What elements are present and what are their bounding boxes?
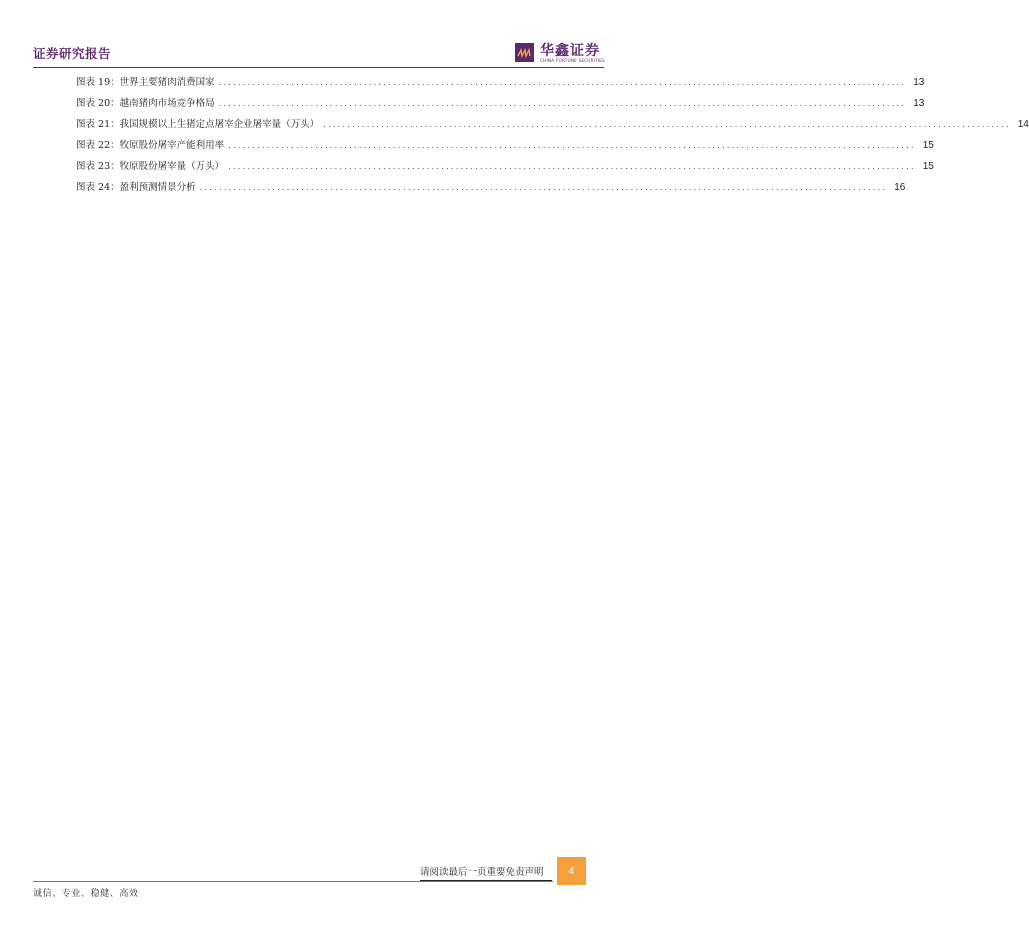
toc-leader-dots: .............................................................................................................................................. [228,141,916,150]
toc-item[interactable] [76,137,934,158]
toc-item-page: 15 [922,161,934,172]
disclaimer-notice[interactable]: 请阅读最后一页重要免责声明 [420,867,544,878]
company-logo [515,40,615,66]
header-divider [33,67,604,68]
toc-item[interactable] [76,179,906,200]
toc-item-page: 14 [1017,119,1029,130]
report-type-title: 证券研究报告 [33,46,112,61]
toc-leader-dots: .............................................................................................................................................. [199,183,888,192]
company-motto: 诚信、专业、稳健、高效 [33,889,139,899]
toc-item-page: 13 [913,98,925,109]
toc-item-label: 图表 24：盈利预测情景分析 [76,182,196,193]
toc-leader-dots: .............................................................................................................................................. [218,78,907,87]
toc-item-label: 图表 21：我国规模以上生猪定点屠宰企业屠宰量（万头） [76,119,320,130]
toc-leader-dots: .............................................................................................................................................. [228,162,916,171]
toc-item[interactable] [76,95,925,116]
toc-item-label: 图表 22：牧原股份屠宰产能利用率 [76,140,225,151]
page-number: 4 [557,857,586,885]
toc-leader-dots: .............................................................................................................................................. [218,99,907,108]
toc-item[interactable] [76,158,934,179]
figure-list [76,74,1029,200]
toc-item-page: 13 [913,77,925,88]
toc-leader-dots: .............................................................................................................................................. [323,120,1011,129]
toc-item-page: 16 [894,182,906,193]
toc-item-label: 图表 20：越南猪肉市场竞争格局 [76,98,215,109]
toc-item[interactable] [76,74,925,95]
footer-divider [33,881,553,882]
logo-name: 华鑫证券 [540,43,600,59]
toc-item[interactable] [76,116,1029,137]
logo-subtitle: CHINA FORTUNE SECURITIES [540,58,606,63]
logo-mark-icon [515,43,534,62]
toc-item-label: 图表 19：世界主要猪肉消费国家 [76,77,215,88]
toc-item-label: 图表 23：牧原股份屠宰量（万头） [76,161,225,172]
toc-item-page: 15 [922,140,934,151]
